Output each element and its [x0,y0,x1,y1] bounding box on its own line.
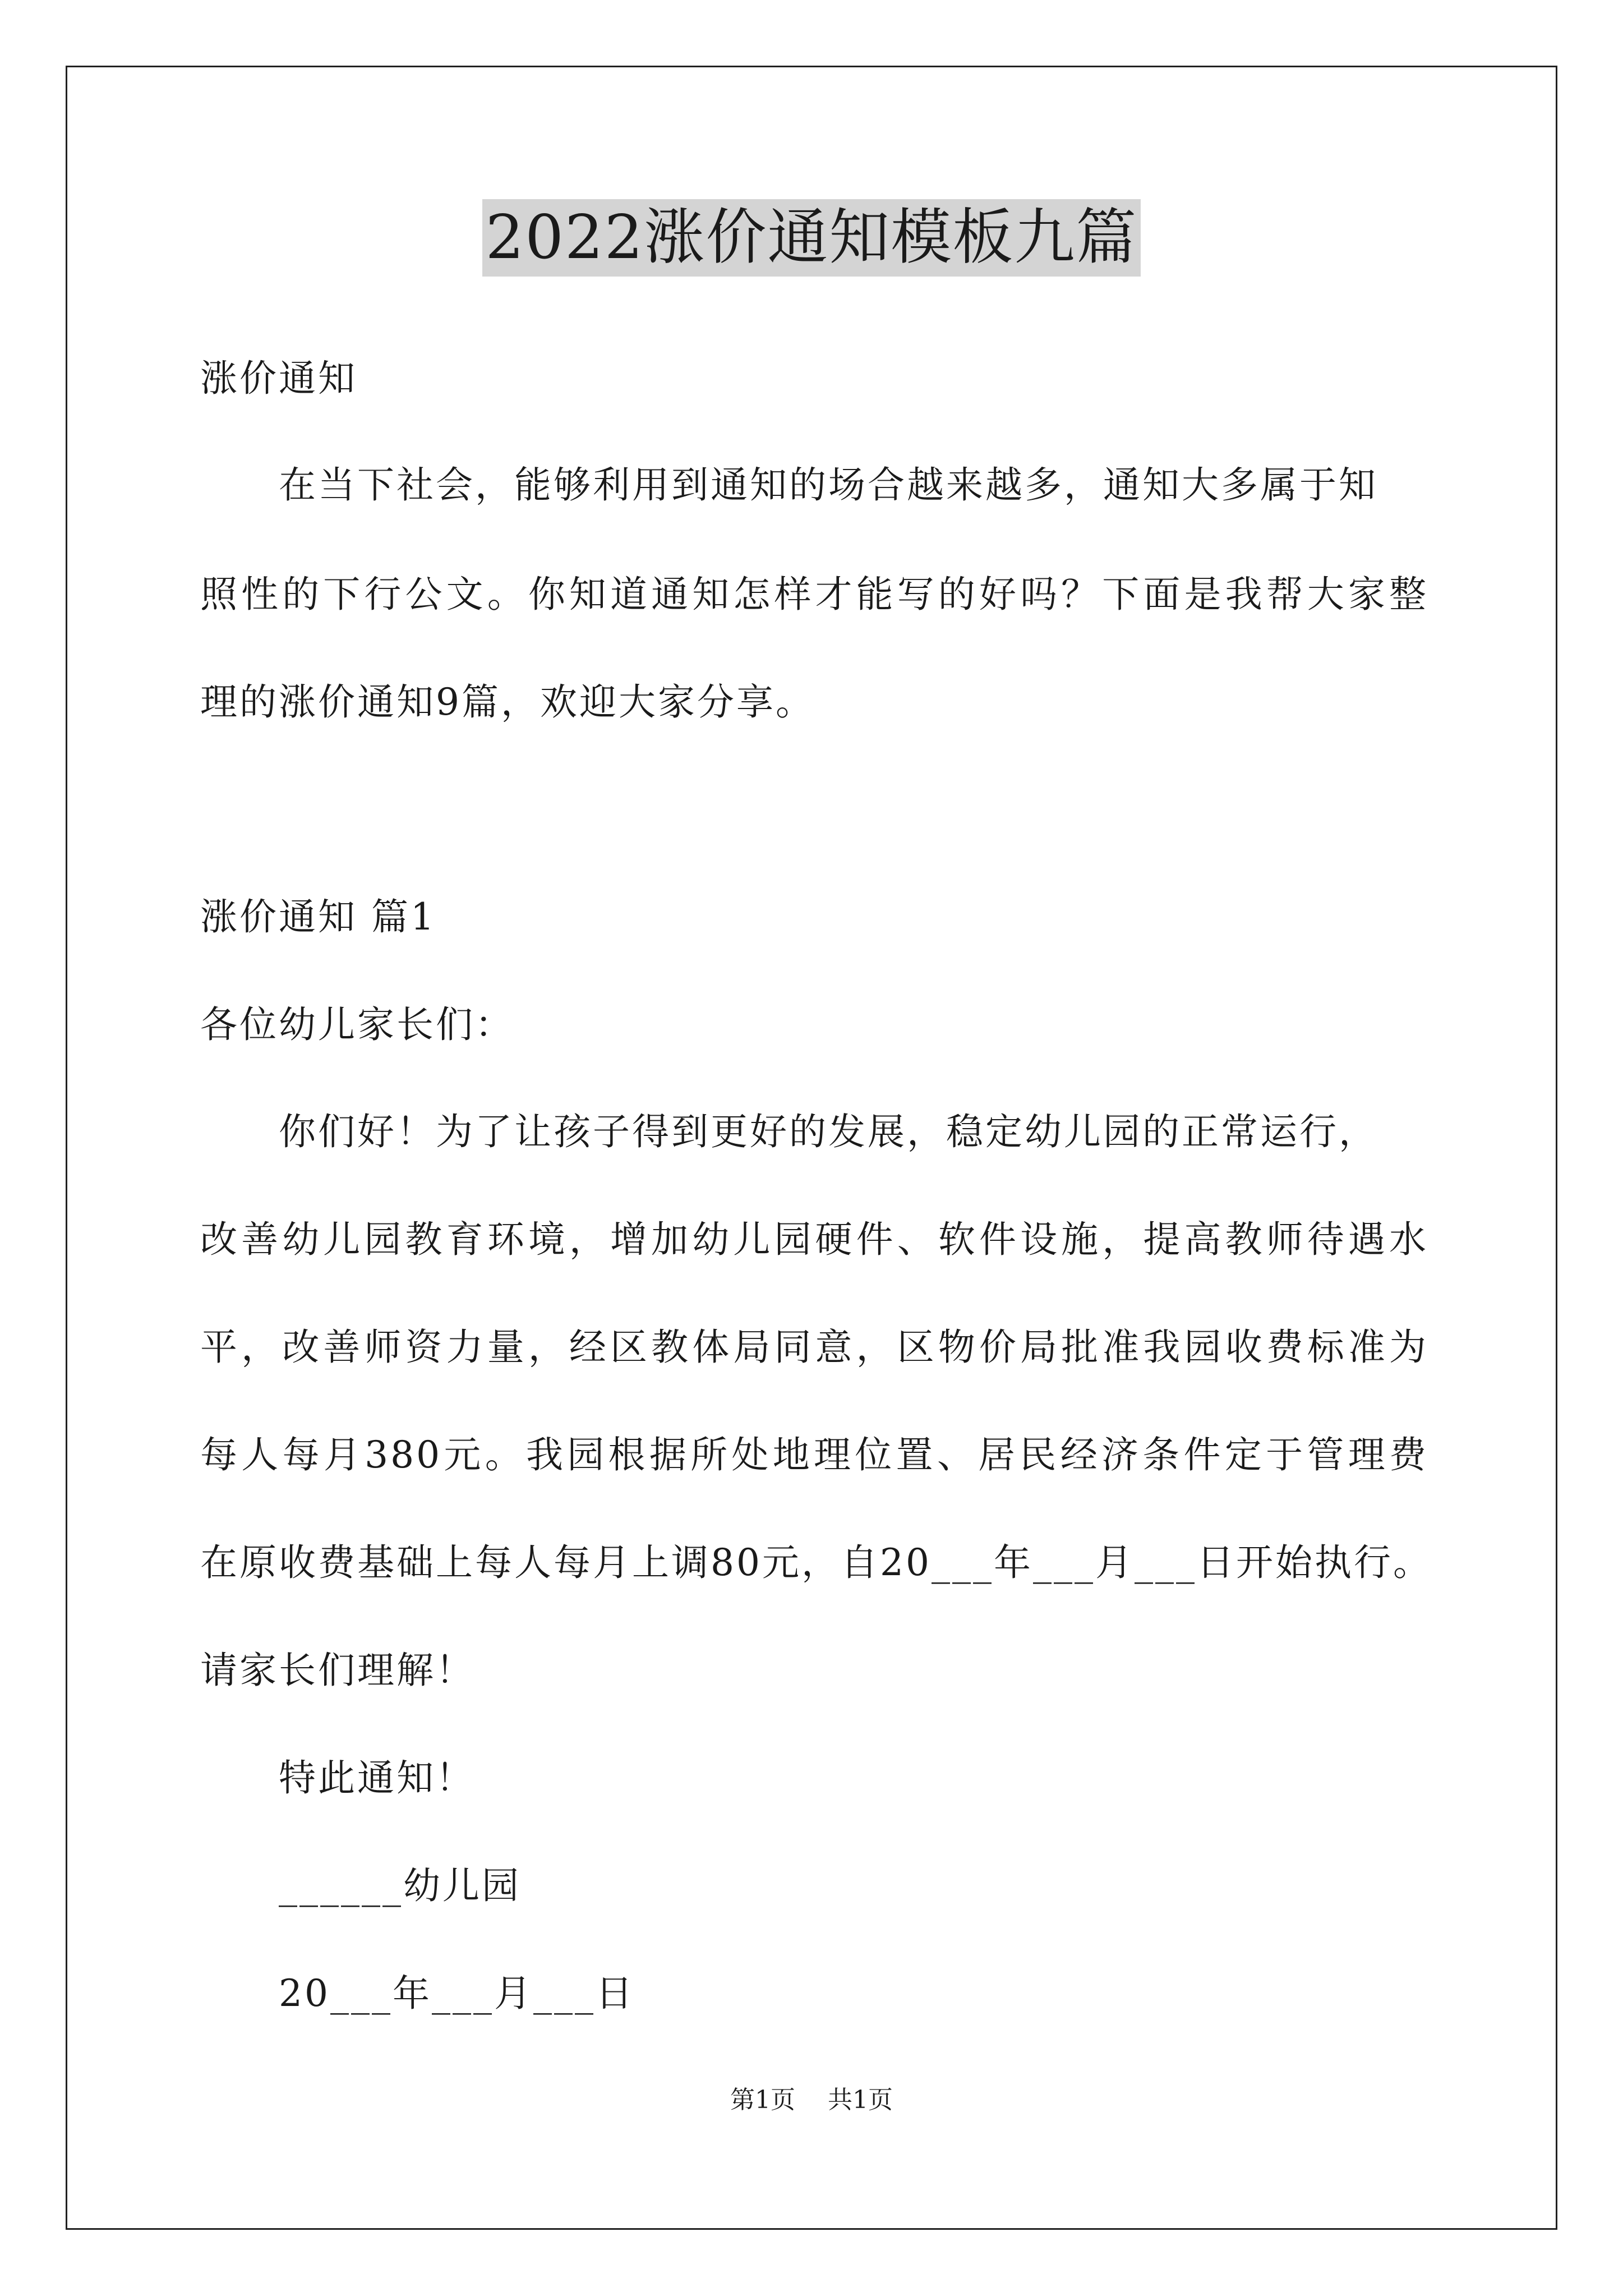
page-footer [0,2083,1623,2117]
closing-text: 特此通知！ [279,1756,475,1800]
body-line-5: 在原收费基础上每人每月上调80元，自20___年___月___日开始执行。 [200,1541,1432,1584]
title-container [0,199,1623,277]
body-line-6: 请家长们理解！ [200,1649,475,1692]
section-heading: 涨价通知 篇1 [200,895,436,938]
intro-line-1: 在当下社会，能够利用到通知的场合越来越多，通知大多属于知 [279,463,1378,507]
body-line-1: 你们好！为了让孩子得到更好的发展，稳定幼儿园的正常运行， [279,1110,1378,1153]
body-line-2: 改善幼儿园教育环境，增加幼儿园硬件、软件设施，提高教师待遇水 [200,1218,1428,1261]
body-line-4: 每人每月380元。我园根据所处地理位置、居民经济条件定于管理费 [200,1433,1428,1476]
intro-line-3: 理的涨价通知9篇，欢迎大家分享。 [200,680,815,724]
page-total: 共1页 [828,2086,893,2114]
intro-heading: 涨价通知 [200,357,357,400]
signature-line: ______幼儿园 [279,1864,521,1907]
body-line-3: 平，改善师资力量，经区教体局同意，区物价局批准我园收费标准为 [200,1326,1428,1369]
salutation: 各位幼儿家长们： [200,1003,514,1046]
intro-line-2: 照性的下行公文。你知道通知怎样才能写的好吗？下面是我帮大家整 [200,573,1428,616]
date-line: 20___年___月___日 [279,1972,635,2015]
document-title: 2022涨价通知模板九篇 [482,199,1141,277]
page-current: 第1页 [730,2086,795,2114]
